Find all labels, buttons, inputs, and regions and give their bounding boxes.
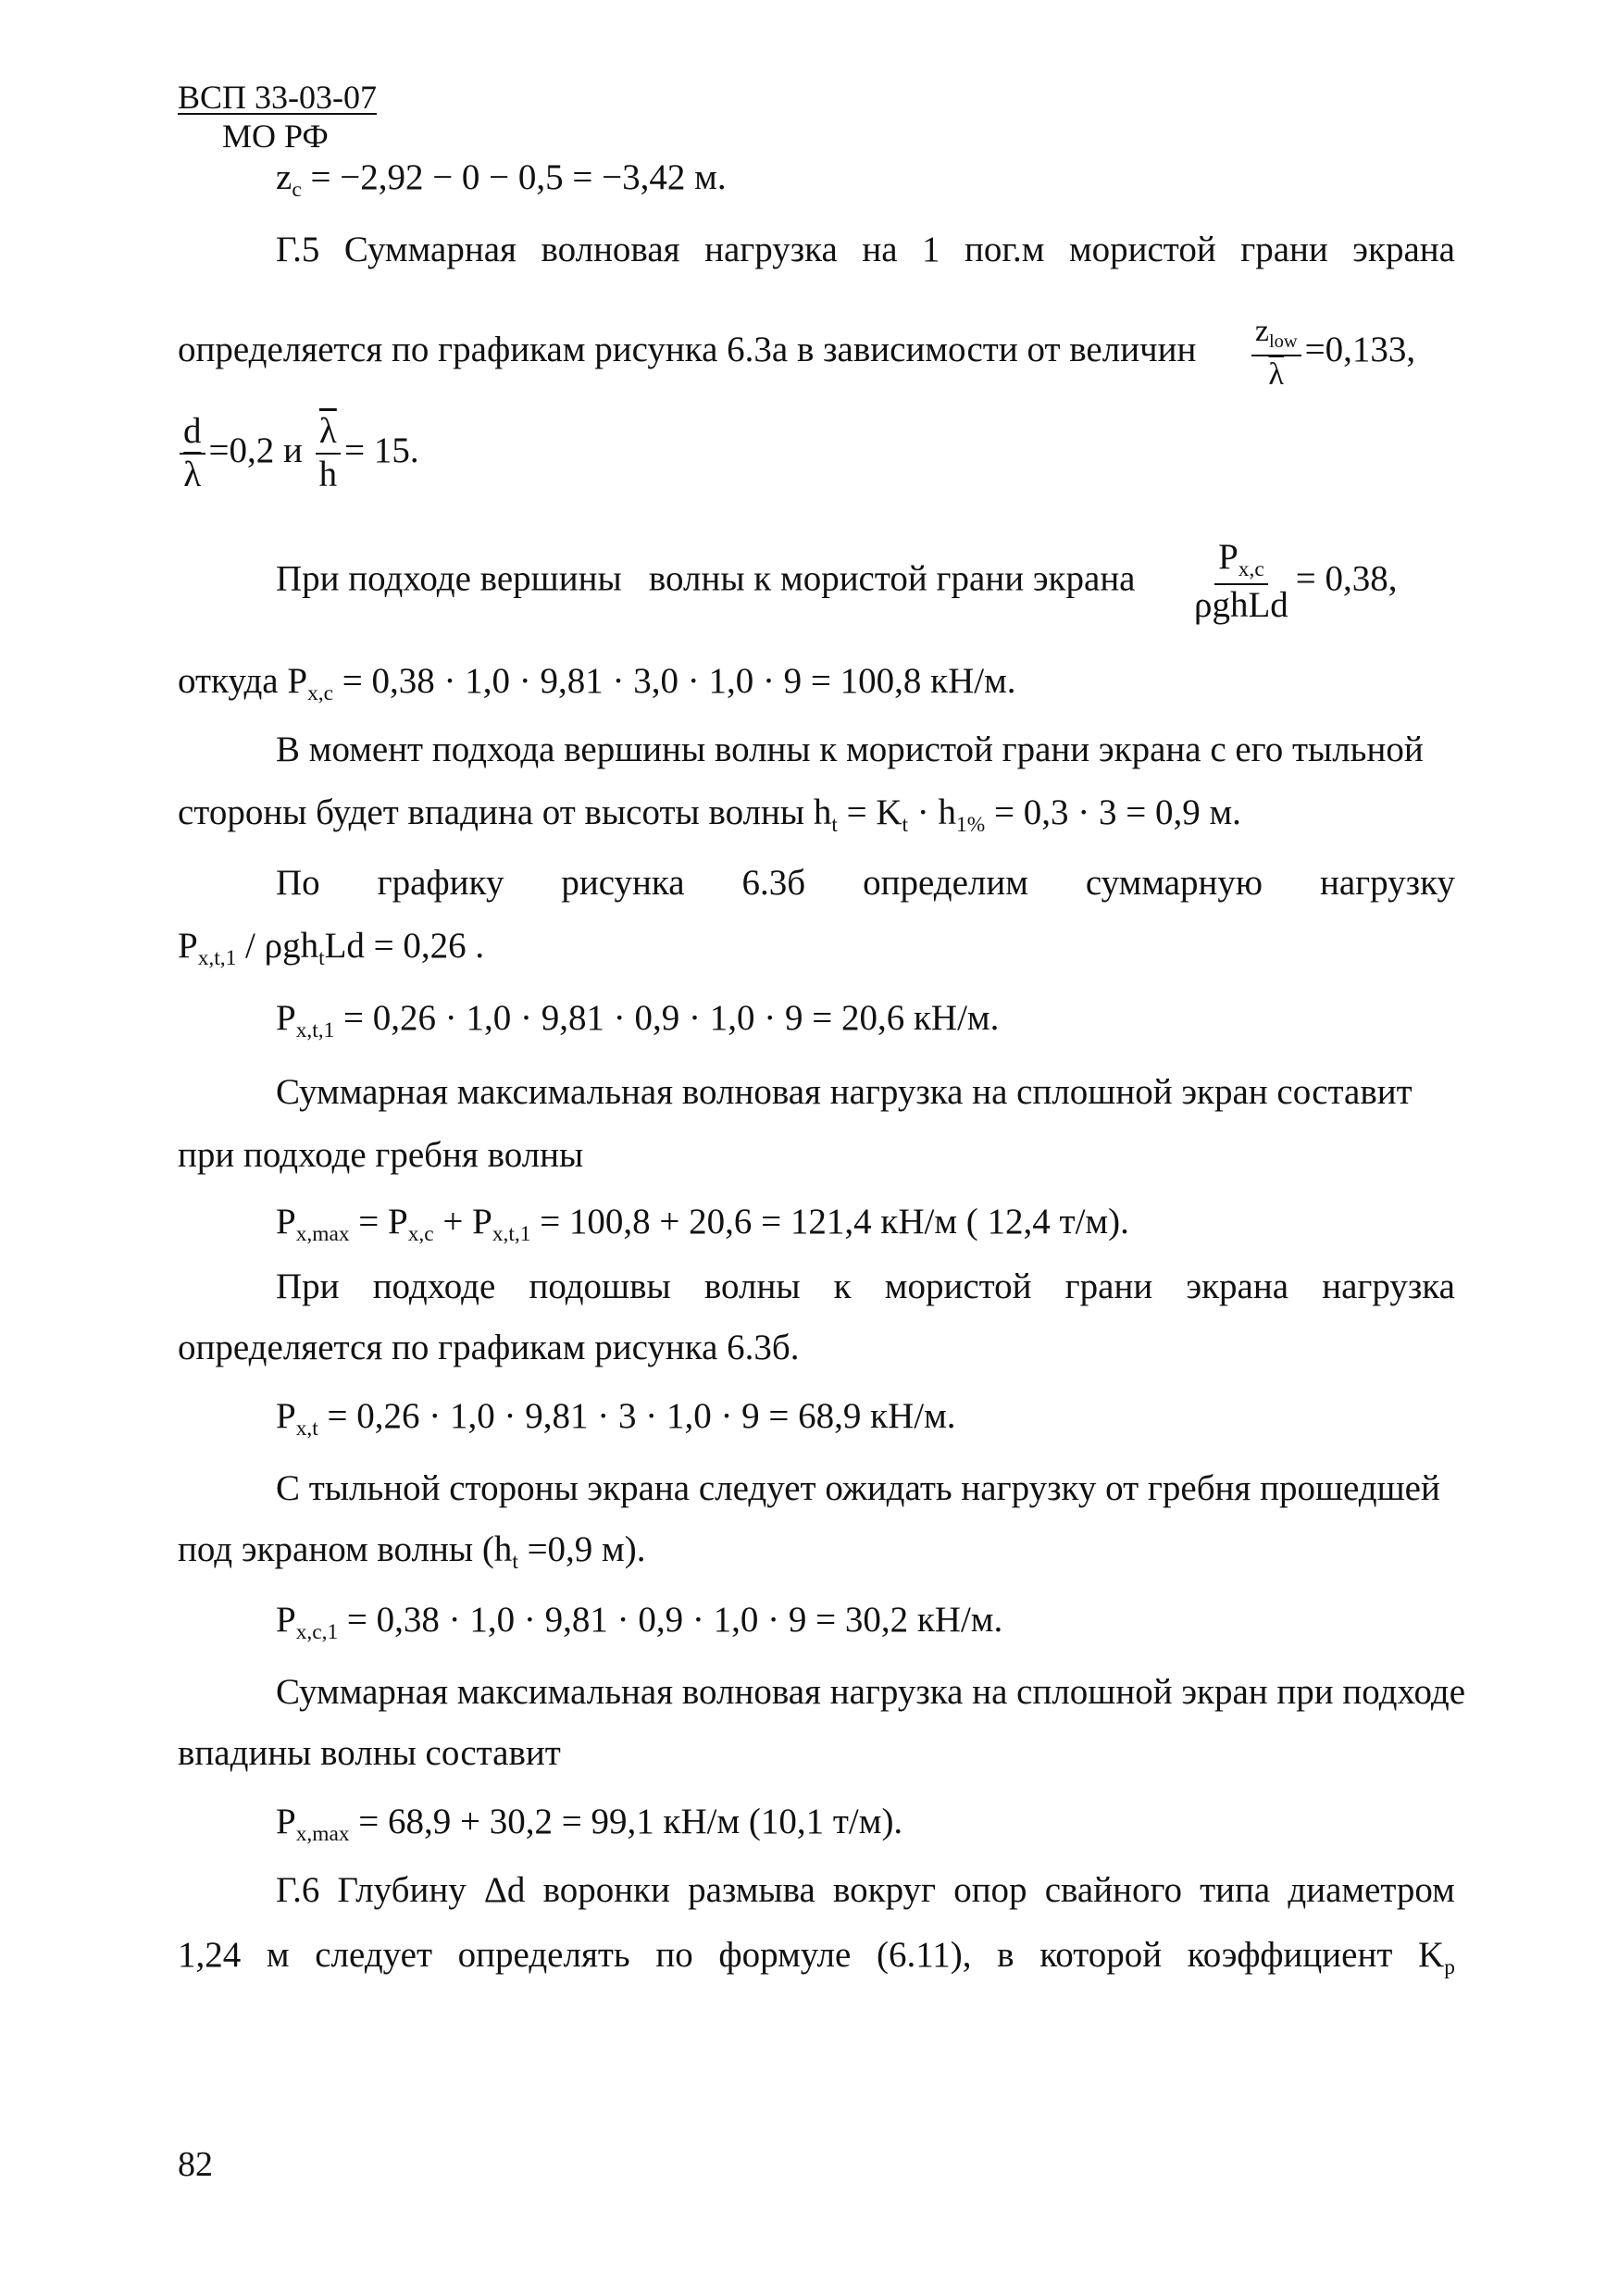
word: $K_p$ [1418, 1935, 1455, 1980]
sole-line1 [276, 1268, 1455, 1304]
word: вокруг [832, 1870, 937, 1910]
page-number: 82 [178, 2145, 213, 2184]
word: Г.5 [276, 230, 320, 269]
word: подошвы [529, 1267, 671, 1306]
word: формуле [718, 1935, 852, 1975]
sum2-line1: Суммарная максимальная волновая нагрузка на сплошной экран при подходе [276, 1672, 1466, 1712]
z-low-value: =0,133, [1304, 330, 1416, 370]
word: 1,24 [178, 1935, 242, 1975]
pxt-calculation: $P_{x,t} = 0,26 \cdot 1,0 \cdot 9,81 \cdot 3 \cdot 1,0 \cdot 9 = 68,9$ кН/м. [276, 1396, 956, 1441]
d-lambda-fraction [180, 413, 205, 494]
word: рисунка [561, 863, 685, 903]
word: в [997, 1935, 1014, 1975]
paragraph-g6-line1 [276, 1872, 1455, 1908]
z-low-fraction [1251, 315, 1301, 391]
trough-line2: стороны будет впадина от высоты волны $h_t = K_t \cdot h_{1\%} = 0,3 \cdot 3 = 0,9$ м. [178, 792, 1241, 838]
lambda-numerator: $\overline{\lambda}$ [316, 413, 341, 455]
word: нагрузка [1322, 1267, 1455, 1306]
word: размыва [688, 1870, 815, 1910]
organization-label: МО РФ [222, 118, 329, 155]
crest-denominator: ρghLd [1194, 584, 1288, 625]
lambda-h-fraction [316, 413, 342, 494]
word: графику [377, 863, 504, 903]
sum2-line2: впадины волны составит [178, 1733, 561, 1773]
word: свайного [1044, 1870, 1182, 1910]
sole-line2: определяется по графикам рисунка 6.3б. [178, 1328, 800, 1367]
word: опор [953, 1870, 1027, 1910]
sum1-line2: при подходе гребня волны [178, 1135, 584, 1175]
pxmax1-formula: $P_{x,max} = P_{x,c} + P_{x,t,1} = 100,8 + 20,6 = 121,4$ кН/м ( 12,4 т/м). [276, 1202, 1129, 1247]
word: экрана [1186, 1267, 1289, 1306]
sum1-line1: Суммарная максимальная волновая нагрузка на сплошной экран составит [276, 1072, 1413, 1112]
word: определять [457, 1935, 630, 1975]
word: подходе [372, 1267, 496, 1306]
word: которой [1039, 1935, 1163, 1975]
graph-line1 [276, 865, 1455, 901]
pxmax2-formula: $P_{x,max} = 68,9 + 30,2 = 99,1$ кН/м (10,1 т/м). [276, 1802, 903, 1847]
paragraph-g5-line2 [178, 315, 1415, 391]
word: нагрузку [1320, 863, 1455, 903]
crest-numerator: $P_{x,c}$ [1214, 539, 1268, 585]
word: Δd [483, 1870, 526, 1910]
formula-zc: $z_c = -2,92 - 0 - 0,5 = -3,42$ м. [276, 157, 727, 203]
word: 1 [922, 230, 940, 269]
crest-intro: При подходе вершины волны к мористой грани экрана [276, 558, 1136, 599]
d-numerator: d [180, 413, 205, 455]
word: м [266, 1935, 290, 1975]
word: мористой [1068, 230, 1216, 269]
crest-calculation: откуда $P_{x,c} = 0,38 \cdot 1,0 \cdot 9,81 \cdot 3,0 \cdot 1,0 \cdot 9 = 100,8$ кН/м. [178, 661, 1016, 706]
graph-line2: $P_{x,t,1} / \rho gh_tLd = 0,26$ . [178, 926, 485, 971]
word: Г.6 [276, 1870, 320, 1910]
word: Суммарная [343, 230, 517, 269]
g5-line2-text: определяется по графикам рисунка 6.3а в зависимости от величин [178, 330, 1197, 370]
crest-fraction [1190, 539, 1292, 625]
d-value: =0,2 и [208, 430, 303, 470]
lambda-denominator: λ [183, 454, 202, 494]
word: типа [1200, 1870, 1271, 1910]
word: Глубину [337, 1870, 467, 1910]
word: грани [1240, 230, 1328, 269]
word: экрана [1352, 230, 1455, 269]
word: волновая [541, 230, 680, 269]
word: определим [863, 863, 1028, 903]
crest-line [276, 539, 1398, 625]
paragraph-g6-line2 [178, 1937, 1455, 1979]
crest-value: = 0,38, [1295, 558, 1398, 599]
word: грани [1064, 1267, 1153, 1306]
document-code: ВСП 33-03-07 [178, 79, 377, 116]
z-low-numerator: $z_{low}$ [1251, 315, 1301, 356]
word: По [276, 863, 320, 903]
word: нагрузка [704, 230, 838, 269]
z-low-denominator: λ [1268, 356, 1285, 392]
word: мористой [884, 1267, 1032, 1306]
word: к [833, 1267, 852, 1306]
pxt1-calculation: $P_{x,t,1} = 0,26 \cdot 1,0 \cdot 9,81 \cdot 0,9 \cdot 1,0 \cdot 9 = 20,6$ кН/м. [276, 998, 1000, 1043]
lambda-value: = 15. [344, 430, 419, 470]
word: следует [315, 1935, 432, 1975]
word: диаметром [1288, 1870, 1455, 1910]
h-denominator: h [318, 454, 338, 494]
word: суммарную [1085, 863, 1263, 903]
word: воронки [542, 1870, 670, 1910]
word: пог.м [965, 230, 1045, 269]
trough-line1: В момент подхода вершины волны к мористой грани экрана с его тыльной [276, 730, 1424, 769]
pxc1-calculation: $P_{x,c,1} = 0,38 \cdot 1,0 \cdot 9,81 \cdot 0,9 \cdot 1,0 \cdot 9 = 30,2$ кН/м. [276, 1600, 1003, 1645]
word: по [655, 1935, 693, 1975]
ratio-line [176, 413, 419, 494]
word: на [862, 230, 898, 269]
rear-line1: С тыльной стороны экрана следует ожидать нагрузку от гребня прошедшей [276, 1468, 1440, 1508]
paragraph-g5-line1 [276, 231, 1455, 268]
word: волны [703, 1267, 801, 1306]
word: коэффициент [1187, 1935, 1393, 1975]
word: (6.11), [876, 1935, 972, 1975]
word: При [276, 1267, 340, 1306]
word: 6.3б [741, 863, 806, 903]
rear-line2: под экраном волны ($h_t =0,9$ м). [178, 1529, 646, 1575]
